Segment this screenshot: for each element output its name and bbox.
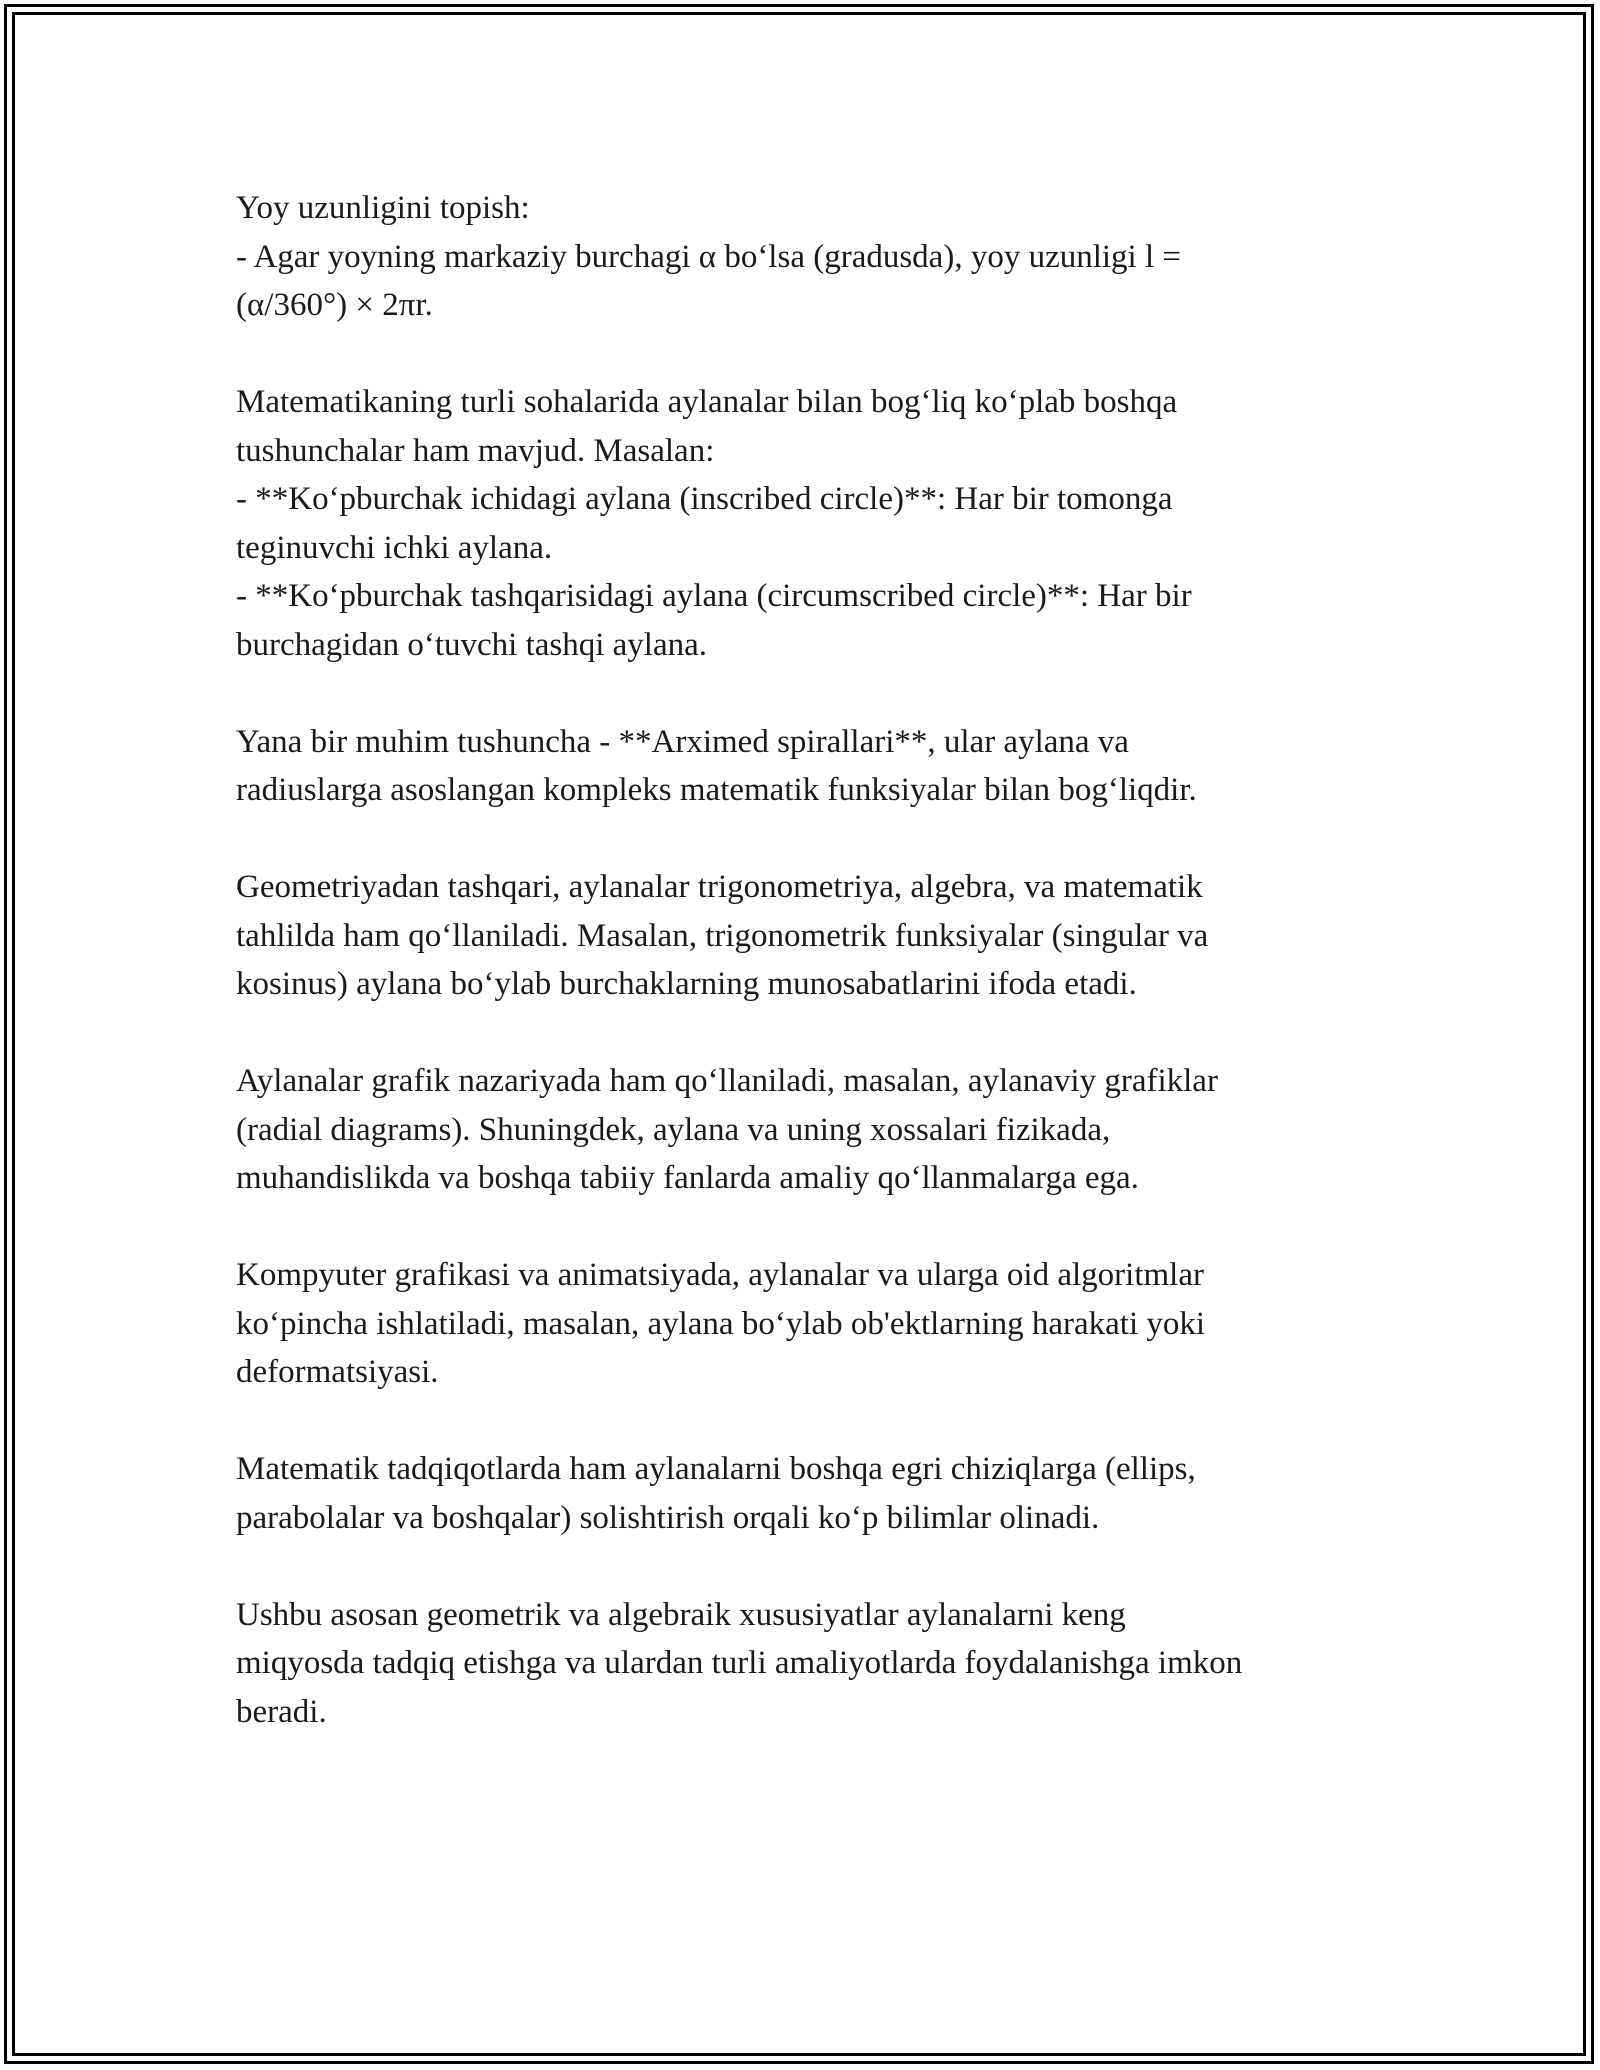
text-line: beradi. [236, 1693, 327, 1730]
text-line: Matematikaning turli sohalarida aylanalar bilan bog‘liq ko‘plab boshqa [236, 384, 1178, 420]
text-line: deformatsiyasi. [236, 1354, 439, 1390]
text-line: miqyosda tadqiq etishga va ulardan turli amaliyotlarda foydalanishga imkon [236, 1645, 1243, 1681]
text-line: (radial diagrams). Shuningdek, aylana va uning xossalari fizikada, [236, 1111, 1111, 1148]
text-line: (α/360°) × 2πr. [236, 287, 433, 323]
paragraph-trigonometry [236, 863, 1376, 1009]
paragraph-arc-length [236, 184, 1376, 330]
text-line: Yoy uzunligini topish: [236, 190, 530, 226]
paragraph-research [236, 1445, 1376, 1542]
text-line: ko‘pincha ishlatiladi, masalan, aylana bo‘ylab ob'ektlarning harakati yoki [236, 1305, 1206, 1342]
text-line: - **Ko‘pburchak ichidagi aylana (inscribed circle)**: Har bir tomonga [236, 481, 1173, 517]
text-line: Yana bir muhim tushuncha - **Arximed spirallari**, ular aylana va [236, 723, 1129, 760]
paragraph-circle-concepts [236, 378, 1376, 669]
paragraph-conclusion [236, 1591, 1376, 1737]
text-line: Matematik tadqiqotlarda ham aylanalarni boshqa egri chiziqlarga (ellips, [236, 1451, 1196, 1487]
paragraph-computer-graphics [236, 1251, 1376, 1397]
text-line: Geometriyadan tashqari, aylanalar trigonometriya, algebra, va matematik [236, 869, 1203, 905]
text-line: Kompyuter grafikasi va animatsiyada, aylanalar va ularga oid algoritmlar [236, 1257, 1204, 1293]
paragraph-archimedes-spiral [236, 718, 1376, 815]
document-body [236, 184, 1376, 1785]
text-line: tushunchalar ham mavjud. Masalan: [236, 432, 715, 469]
text-line: parabolalar va boshqalar) solishtirish orqali ko‘p bilimlar olinadi. [236, 1499, 1100, 1536]
text-line: kosinus) aylana bo‘ylab burchaklarning munosabatlarini ifoda etadi. [236, 966, 1137, 1002]
text-line: - Agar yoyning markaziy burchagi α bo‘lsa (gradusda), yoy uzunligi l = [236, 238, 1181, 275]
text-line: muhandislikda va boshqa tabiiy fanlarda amaliy qo‘llanmalarga ega. [236, 1160, 1139, 1196]
text-line: Ushbu asosan geometrik va algebraik xususiyatlar aylanalarni keng [236, 1596, 1126, 1633]
paragraph-graph-theory [236, 1057, 1376, 1203]
text-line: tahlilda ham qo‘llaniladi. Masalan, trigonometrik funksiyalar (singular va [236, 917, 1209, 954]
text-line: - **Ko‘pburchak tashqarisidagi aylana (circumscribed circle)**: Har bir [236, 578, 1192, 614]
text-line: burchagidan o‘tuvchi tashqi aylana. [236, 626, 708, 663]
text-line: radiuslarga asoslangan kompleks matematik funksiyalar bilan bog‘liqdir. [236, 772, 1197, 808]
text-line: Aylanalar grafik nazariyada ham qo‘llaniladi, masalan, aylanaviy grafiklar [236, 1063, 1218, 1099]
text-line: teginuvchi ichki aylana. [236, 529, 553, 566]
